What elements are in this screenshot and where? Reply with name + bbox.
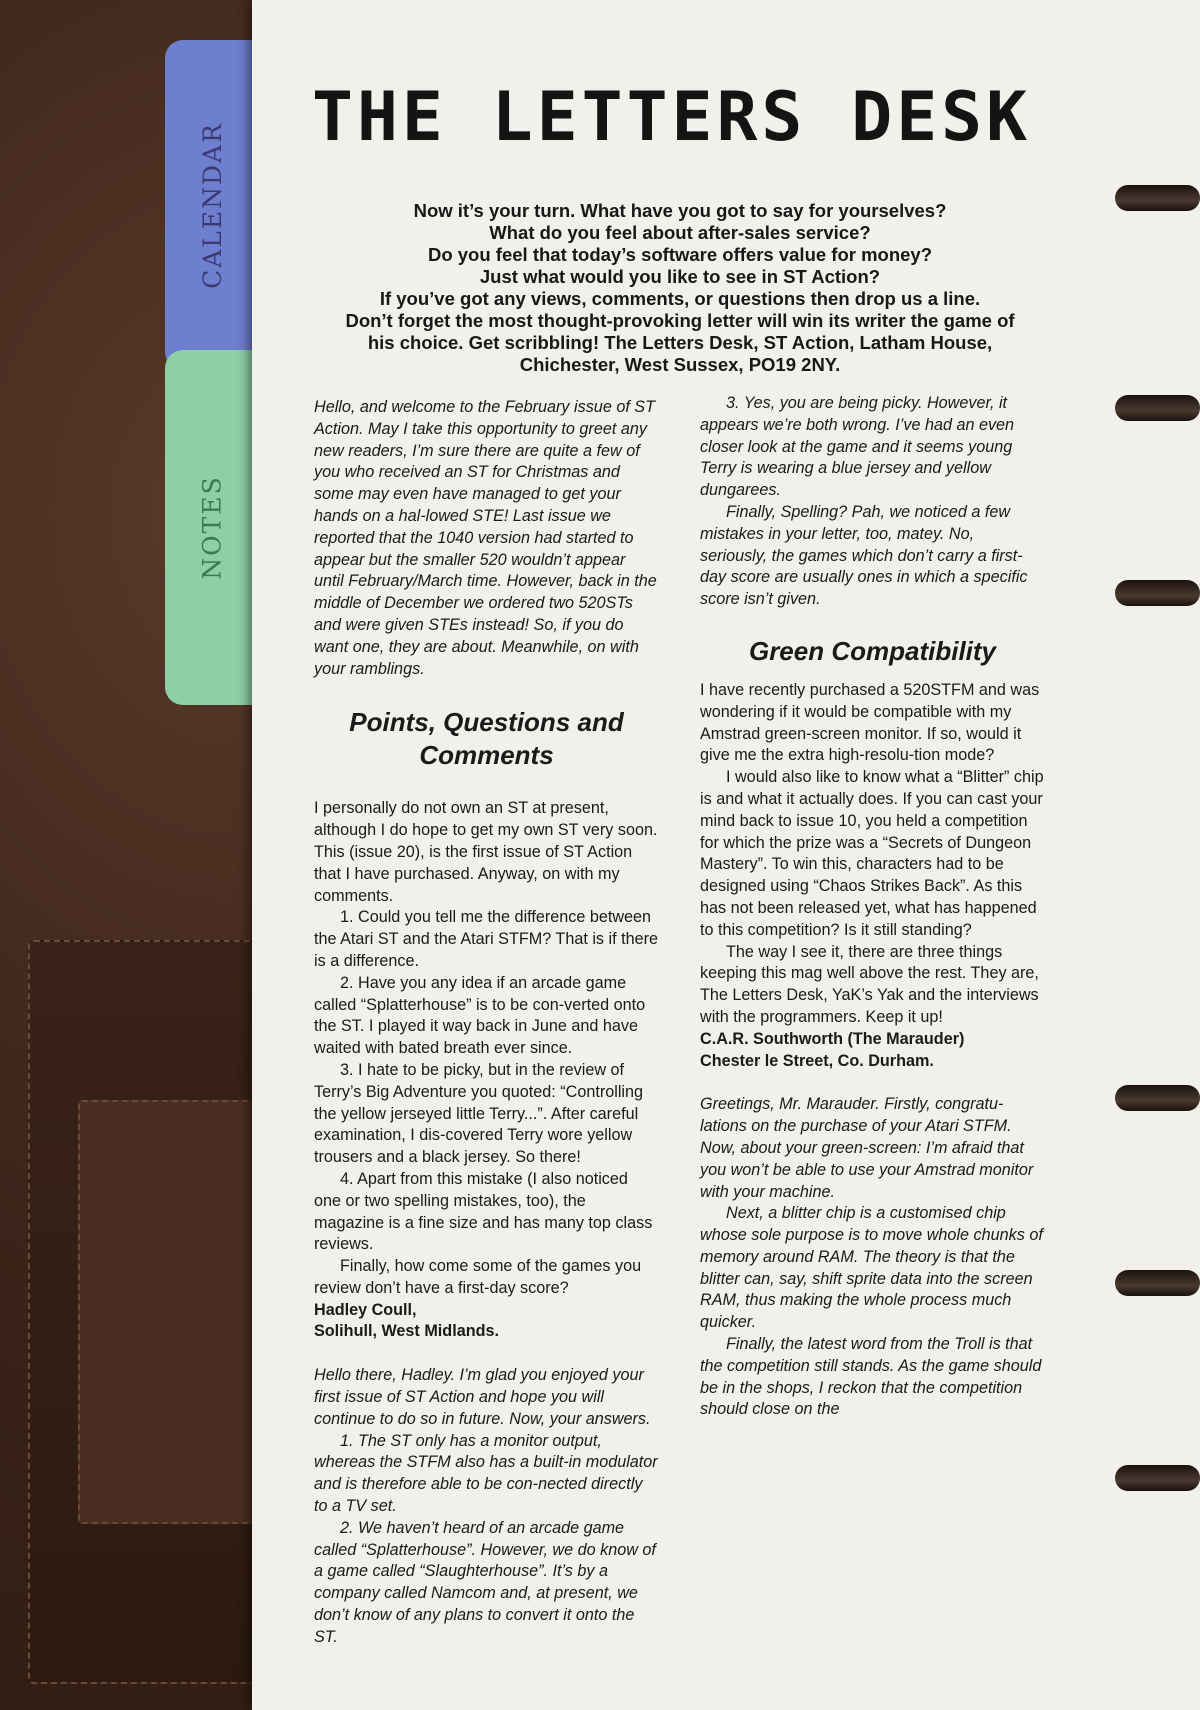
intro-line: What do you feel about after-sales service?	[489, 222, 871, 243]
binder-ring-icon	[1115, 1085, 1200, 1111]
intro-line: Just what would you like to see in ST Action?	[479, 266, 881, 287]
letter1-signature-place: Solihull, West Midlands.	[314, 1322, 499, 1341]
intro-text	[300, 200, 1060, 376]
letter2-paragraph: The way I see it, there are three things keeping this mag well above the rest. They are, The Letters Desk, YaK’s Yak and the interviews with the programmers. Keep it up!	[700, 942, 1039, 1026]
intro-line: Now it’s your turn. What have you got to say for yourselves?	[413, 200, 947, 221]
letter2-paragraph: I would also like to know what a “Blitter” chip is and what it actually does. If you can cast your mind back to issue 10, you held a competition for which the prize was a “Secrets of Dungeon Mastery”. To win this, characters had to be designed using “Chaos Strikes Back”. As this has not been released yet, what has happened to this competition? Is it still standing?	[700, 768, 1044, 939]
letter2-signature-name: C.A.R. Southworth (The Marauder)	[700, 1029, 965, 1048]
binder-ring-icon	[1115, 580, 1200, 606]
letter1-paragraph: 2. Have you any idea if an arcade game called “Splatterhouse” is to be con-verted onto the ST. I played it way back in June and have waited with bated breath ever since.	[314, 973, 646, 1058]
column-right	[700, 393, 1045, 1421]
letter1-paragraph: Finally, how come some of the games you review don’t have a first-day score?	[314, 1257, 642, 1297]
intro-line: his choice. Get scribbling! The Letters Desk, ST Action, Latham House,	[367, 332, 993, 353]
intro-line: Don’t forget the most thought-provoking letter will win its writer the game of	[345, 310, 1015, 331]
letter1-paragraph: I personally do not own an ST at present, although I do hope to get my own ST very soon. This (issue 20), is the first issue of ST Action that I have purchased. Anyway, on with my comments.	[314, 799, 658, 905]
reply1-paragraph: 2. We haven’t heard of an arcade game called “Splatterhouse”. However, we do know of a game called “Slaughterhouse”. It’s by a company called Namcom and, at present, we don’t know of any plans to convert it onto the ST.	[314, 1518, 656, 1646]
tab-notes-label: NOTES	[198, 475, 228, 580]
binder-ring-icon	[1115, 1465, 1200, 1491]
organizer-card-slot	[78, 1100, 267, 1524]
binder-ring-icon	[1115, 1270, 1200, 1296]
tab-calendar[interactable]	[165, 40, 260, 370]
letter1-heading: Points, Questions and Comments	[349, 707, 624, 771]
reply1-paragraph: 3. Yes, you are being picky. However, it appears we’re both wrong. I’ve had an even closer look at the game and it seems young Terry is wearing a blue jersey and yellow dungarees.	[700, 394, 1015, 500]
intro-line: Do you feel that today’s software offers value for money?	[427, 244, 933, 265]
reply1-paragraph: Finally, Spelling? Pah, we noticed a few mistakes in your letter, too, matey. No, seriously, the games which don’t carry a first-day score are usually ones in which a specific score isn’t given.	[700, 502, 1028, 609]
tab-calendar-label: CALENDAR	[198, 121, 227, 289]
letter1-paragraph: 1. Could you tell me the difference between the Atari ST and the Atari STFM? That is if there is a difference.	[314, 908, 658, 970]
letter2-paragraph: I have recently purchased a 520STFM and was wondering if it would be compatible with my Amstrad green-screen monitor. If so, would it give me the extra high-resolu-tion mode?	[700, 680, 1040, 765]
letter2-signature-place: Chester le Street, Co. Durham.	[700, 1051, 934, 1070]
letter1-paragraph: 4. Apart from this mistake (I also noticed one or two spelling mistakes, too), the magazine is a fine size and has many top class reviews.	[314, 1169, 653, 1254]
letter1-signature-name: Hadley Coull,	[314, 1300, 417, 1319]
reply1-paragraph: Hello there, Hadley. I’m glad you enjoyed your first issue of ST Action and hope you will continue to do so in future. Now, your answers.	[314, 1366, 651, 1428]
editor-welcome: Hello, and welcome to the February issue of ST Action. May I take this opportunity to greet any new readers, I’m sure there are quite a few of you who received an ST for Christmas and some may even have managed to get your hands on a hal-lowed STE! Last issue we reported that the 1040 version had started to appear but the smaller 520 wouldn’t appear until February/March time. However, back in the middle of December we ordered two 520STs and were given STEs instead! So, if you do want one, they are about. Meanwhile, on with your ramblings.	[314, 398, 657, 678]
letter1-paragraph: 3. I hate to be picky, but in the review of Terry’s Big Adventure you quoted: “Controlling the yellow jerseyed little Terry...”. After careful examination, I dis-covered Terry wore yellow trousers and a black jersey. So there!	[314, 1060, 644, 1167]
binder-ring-icon	[1115, 185, 1200, 211]
intro-line: If you’ve got any views, comments, or questions then drop us a line.	[379, 288, 981, 309]
reply2-paragraph: Finally, the latest word from the Troll is that the competition still stands. As the game should be in the shops, I reckon that the competition should close on the	[700, 1335, 1042, 1419]
intro-line: Chichester, West Sussex, PO19 2NY.	[519, 354, 841, 375]
reply2-paragraph: Next, a blitter chip is a customised chip whose sole purpose is to move whole chunks of memory around RAM. The theory is that the blitter can, say, shift sprite data into the screen RAM, thus making the whole process much quicker.	[700, 1204, 1043, 1332]
column-left	[314, 397, 659, 1649]
tab-notes[interactable]	[165, 350, 260, 705]
page-title: THE LETTERS DESK	[312, 78, 1032, 157]
letter2-heading: Green Compatibility	[748, 635, 997, 666]
reply2-paragraph: Greetings, Mr. Marauder. Firstly, congratu-lations on the purchase of your Atari STFM. Now, about your green-screen: I’m afraid that you won’t be able to use your Amstrad monitor with your machine.	[700, 1095, 1034, 1201]
binder-ring-icon	[1115, 395, 1200, 421]
reply1-paragraph: 1. The ST only has a monitor output, whereas the STFM also has a built-in modulator and is therefore able to be con-nected directly to a TV set.	[314, 1431, 658, 1516]
